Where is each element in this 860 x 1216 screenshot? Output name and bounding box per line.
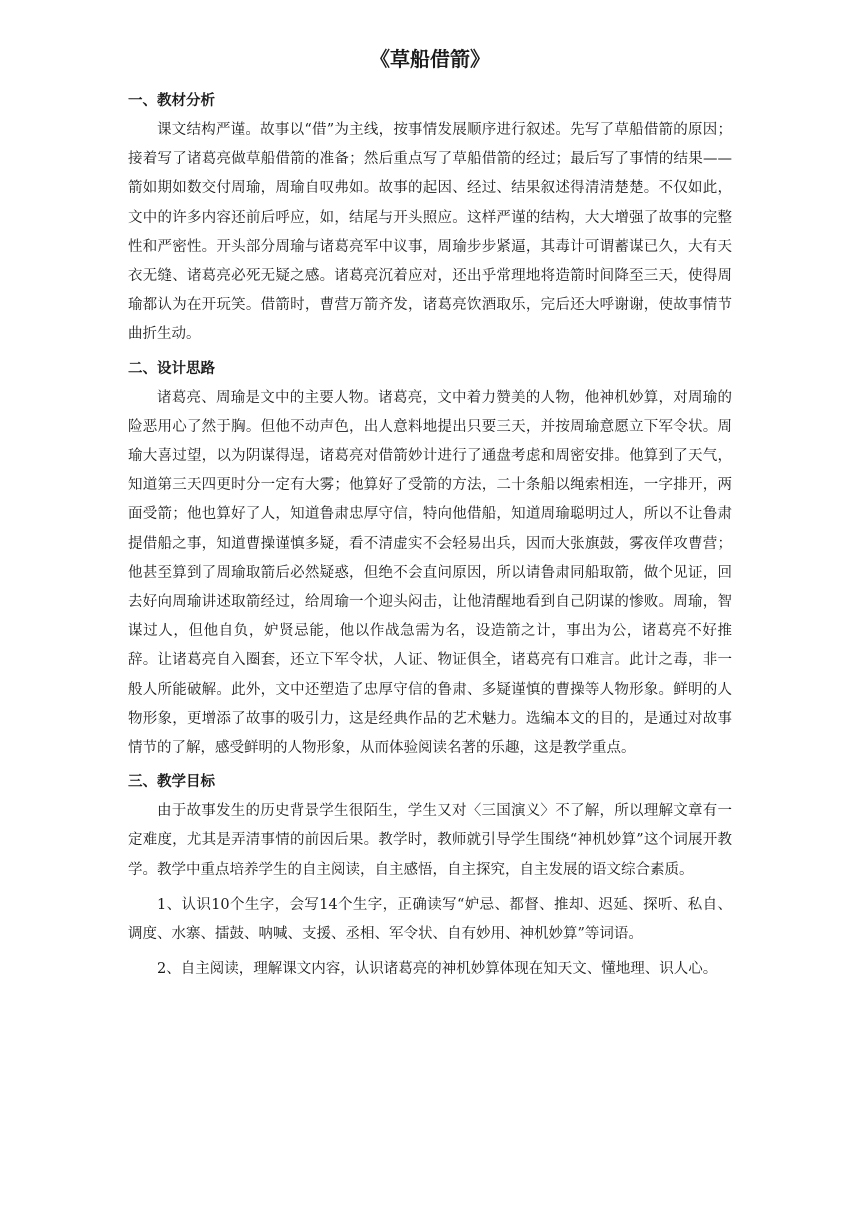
section-heading: 三、教学目标: [128, 773, 215, 791]
section-textbook-analysis: [128, 88, 732, 350]
document-title: 《草船借箭》: [370, 47, 490, 71]
paragraph: 课文结构严谨。故事以“借”为主线，按事情发展顺序进行叙述。先写了草船借箭的原因；接着写了诸葛亮做草船借箭的准备；然后重点写了草船借箭的经过；最后写了事情的结果——箭如期如数交付周瑜，周瑜自叹弗如。故事的起因、经过、结果叙述得清清楚楚。不仅如此，文中的许多内容还前后呼应，如，结尾与开头照应。这样严谨的结构，大大增强了故事的完整性和严密性。开头部分周瑜与诸葛亮军中议事，周瑜步步紧逼，其毒计可谓蓄谋已久，大有天衣无缝、诸葛亮必死无疑之感。诸葛亮沉着应对，还出乎常理地将造箭时间降至三天，使得周瑜都认为在开玩笑。借箭时，曹营万箭齐发，诸葛亮饮酒取乐，完后还大呼谢谢，使故事情节曲折生动。: [128, 122, 732, 343]
document-page: [128, 44, 732, 990]
section-design-ideas: [128, 356, 732, 764]
goal-item: 2、自主阅读，理解课文内容，认识诸葛亮的神机妙算体现在知天文、懂地理、识人心。: [157, 961, 718, 978]
paragraph: 由于故事发生的历史背景学生很陌生，学生又对〈三国演义〉不了解，所以理解文章有一定难度，尤其是弄清事情的前因后果。教学时，教师就引导学生围绕“神机妙算”这个词展开教学。教学中重点培养学生的自主阅读，自主感悟，自主探究，自主发展的语文综合素质。: [128, 803, 732, 878]
paragraph: 诸葛亮、周瑜是文中的主要人物。诸葛亮，文中着力赞美的人物，他神机妙算，对周瑜的险恶用心了然于胸。但他不动声色，出人意料地提出只要三天，并按周瑜意愿立下军令状。周瑜大喜过望，以为阴谋得逞，诸葛亮对借箭妙计进行了通盘考虑和周密安排。他算到了天气，知道第三天四更时分一定有大雾；他算好了受箭的方法，二十条船以绳索相连，一字排开，两面受箭；他也算好了人，知道鲁肃忠厚守信，特向他借船，知道周瑜聪明过人，所以不让鲁肃提借船之事，知道曹操谨慎多疑，看不清虚实不会轻易出兵，因而大张旗鼓，雾夜佯攻曹营；他甚至算到了周瑜取箭后必然疑惑，但绝不会直问原因，所以请鲁肃同船取箭，做个见证，回去好向周瑜讲述取箭经过，给周瑜一个迎头闷击，让他清醒地看到自己阴谋的惨败。周瑜，智谋过人，但他自负，妒贤忌能，他以作战急需为名，设造箭之计，事出为公，诸葛亮不好推辞。让诸葛亮自入圈套，还立下军令状，人证、物证俱全，诸葛亮有口难言。此计之毒，非一般人所能破解。此外，文中还塑造了忠厚守信的鲁肃、多疑谨慎的曹操等人物形象。鲜明的人物形象，更增添了故事的吸引力，这是经典作品的艺术魅力。选编本文的目的，是通过对故事情节的了解，感受鲜明的人物形象，从而体验阅读名著的乐趣，这是教学重点。: [128, 389, 732, 757]
section-heading: 二、设计思路: [128, 359, 215, 377]
section-heading: 一、教材分析: [128, 92, 215, 109]
section-teaching-goals: [128, 769, 732, 984]
goal-item: 1、认识10个生字，会写14个生字，正确读写“妒忌、都督、推却、迟延、探听、私自、调度、水寨、擂鼓、呐喊、支援、丞相、军令状、自有妙用、神机妙算”等词语。: [128, 896, 732, 943]
